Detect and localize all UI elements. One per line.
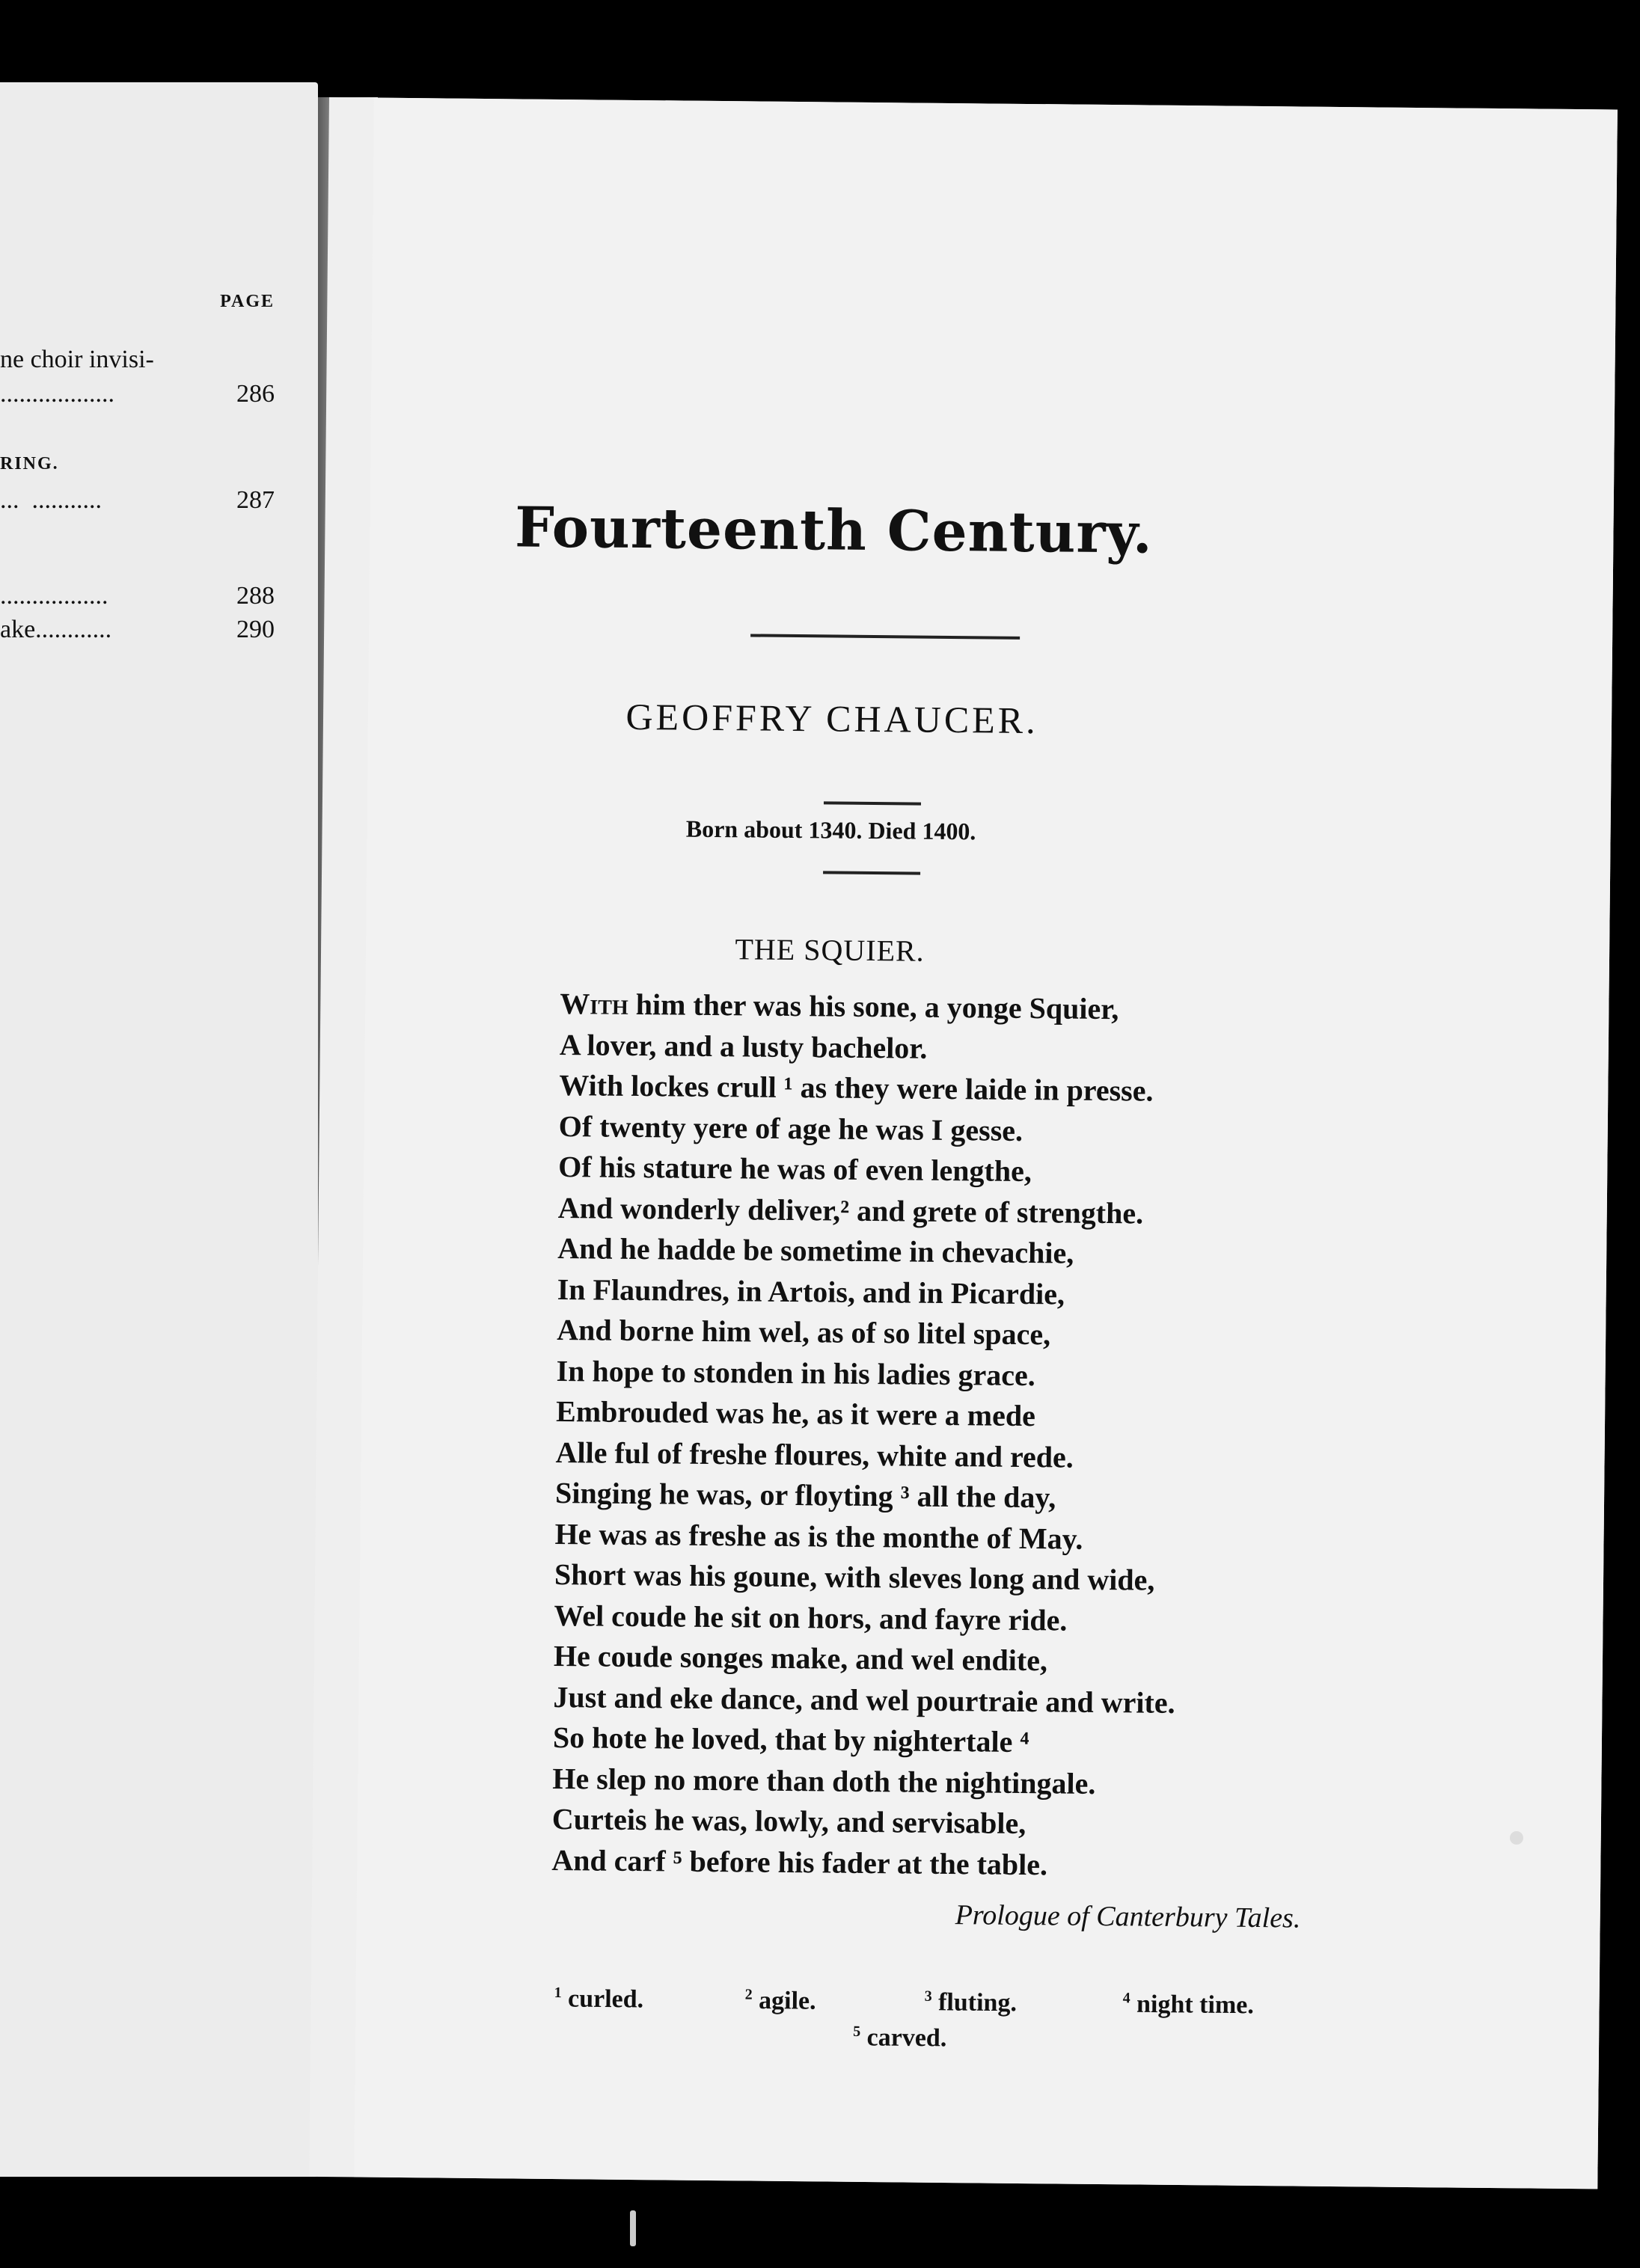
poem-line: A lover, and a lusty bachelor. (559, 1027, 928, 1065)
poem-first-word: With (560, 987, 628, 1021)
toc-page-number: 286 (236, 380, 275, 408)
poem-line: And borne him wel, as of so litel space, (556, 1312, 1051, 1352)
footnotes (554, 1985, 1303, 2082)
footnote: $^5$ carved. (853, 2023, 947, 2053)
poem-line: Embrouded was he, as it were a mede (555, 1394, 1036, 1433)
poem-title: THE SQUIER. (735, 932, 925, 968)
poem-line-text: him ther was his sone, a yonge Squier, (628, 987, 1119, 1026)
toc-page-number: 288 (236, 582, 275, 610)
poem-line (560, 984, 1182, 1030)
poem-line: And wonderly deliver,² and grete of strengthe. (557, 1190, 1144, 1230)
dates-rule-bottom (823, 871, 920, 874)
footnote: $^2$ agile. (744, 1986, 816, 2015)
toc-page-number: 287 (236, 486, 275, 514)
left-page (0, 82, 318, 2177)
poem-line: With lockes crull ¹ as they were laide in presse. (559, 1068, 1154, 1108)
toc-line: ... ........... (0, 486, 102, 514)
scan-edge-artifact (630, 2210, 636, 2246)
heading-rule (750, 634, 1020, 639)
poem-line: And carf ⁵ before his fader at the table. (551, 1842, 1048, 1881)
poem-line: Short was his goune, with sleves long and wide, (554, 1557, 1155, 1597)
poem-line: So hote he loved, that by nightertale ⁴ (552, 1720, 1029, 1759)
poem-line: Just and eke dance, and wel pourtraie and write. (553, 1679, 1175, 1720)
poem-line: Alle ful of freshe floures, white and rede. (555, 1435, 1074, 1474)
right-page-body (354, 98, 1618, 2189)
toc-page-header: PAGE (220, 292, 275, 311)
poem-line: Wel coude he sit on hors, and fayre ride. (554, 1598, 1068, 1637)
dates-rule-top (824, 801, 921, 805)
toc-line: .................. (0, 380, 114, 408)
poem-line: He was as freshe as is the monthe of May. (554, 1516, 1083, 1556)
toc-line: ne choir invisi- (0, 346, 154, 373)
poem-line: Of his stature he was of even lengthe, (558, 1150, 1032, 1189)
toc-page-number: 290 (236, 616, 275, 643)
poem-line: In hope to stonden in his ladies grace. (556, 1353, 1035, 1392)
right-page (309, 97, 1618, 2189)
footnote: $^1$ curled. (554, 1985, 644, 2014)
poem-line: Singing he was, or floyting ³ all the day, (554, 1475, 1056, 1515)
author-name: GEOFFRY CHAUCER. (625, 695, 1038, 742)
poem-line: And he hadde be sometime in chevachie, (557, 1231, 1074, 1270)
footnote: $^3$ fluting. (924, 1987, 1018, 2017)
toc-line: RING. (0, 454, 59, 473)
author-dates: Born about 1340. Died 1400. (685, 815, 976, 845)
toc-line: ................. (0, 582, 108, 610)
poem-line: Curteis he was, lowly, and servisable, (551, 1801, 1026, 1841)
poem-line: He coude songes make, and wel endite, (553, 1638, 1048, 1678)
poem-line: Of twenty yere of age he was I gesse. (558, 1109, 1024, 1147)
poem-attribution: Prologue of Canterbury Tales. (955, 1899, 1301, 1934)
poem-text (551, 984, 1182, 1887)
toc-line: ake............ (0, 616, 112, 643)
era-heading: Fourteenth Century. (514, 495, 1154, 566)
poem-line: He slep no more than doth the nightingale. (552, 1761, 1096, 1800)
poem-line: In Flaundres, in Artois, and in Picardie, (557, 1272, 1065, 1311)
footnote: $^4$ night time. (1122, 1990, 1255, 2020)
scan-dot-artifact (1510, 1831, 1523, 1845)
